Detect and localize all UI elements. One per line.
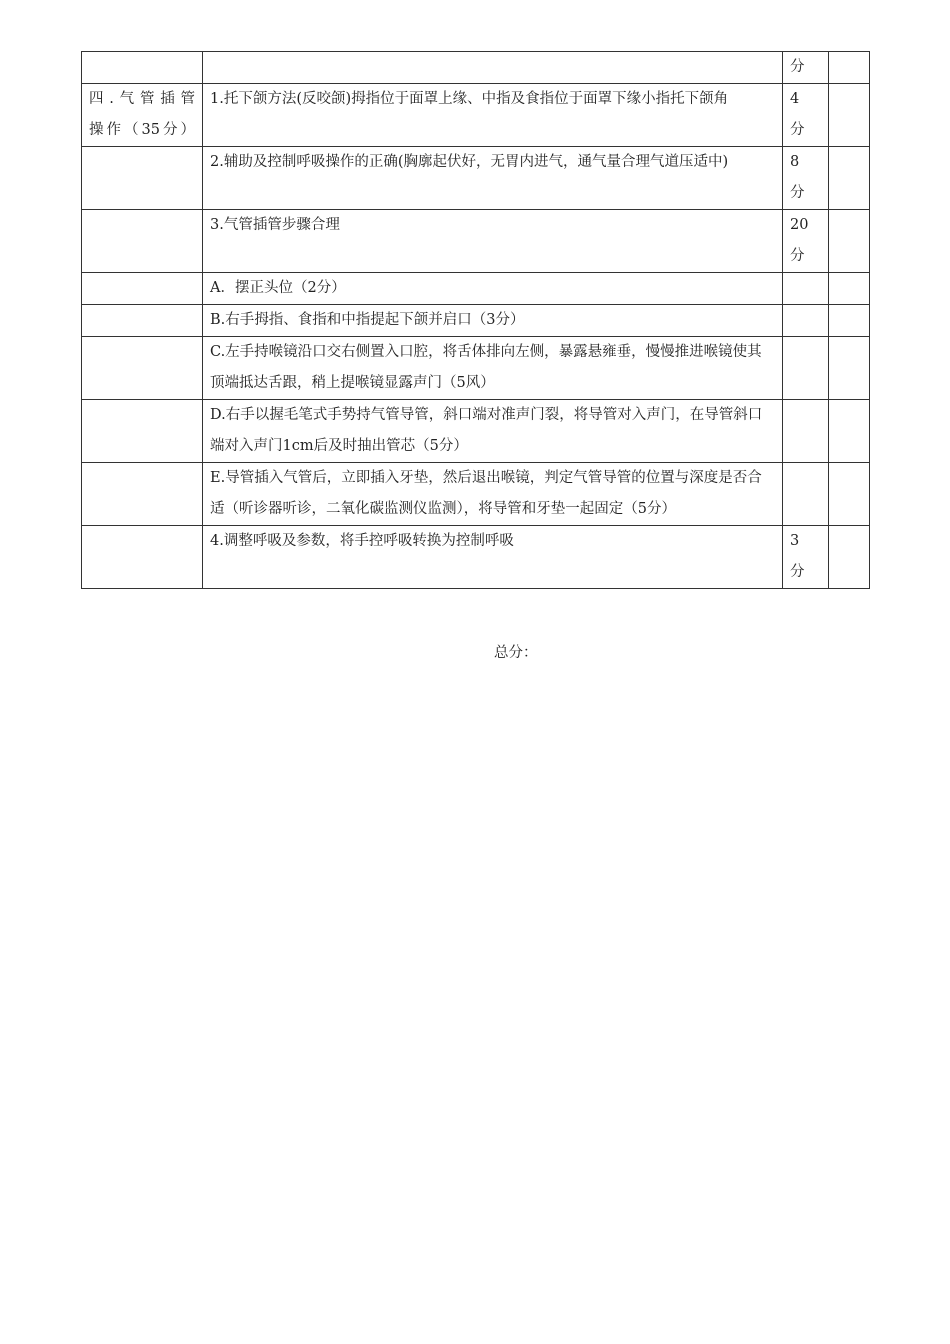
deduction-cell [829,526,870,589]
score-cell [783,526,829,589]
score-unit: 分 [790,59,805,75]
section-cell-empty [82,526,203,589]
table-row [82,305,870,337]
item-text: D.右手以握毛笔式手势持气管导管，斜口端对准声门裂，将导管对入声门，在导管斜口端对入声门1cm后及时抽出管芯（5分） [203,400,783,463]
section-title-line2: 操作（35分） [89,122,195,138]
score-value: 3 [790,533,800,549]
section-title-cell [82,84,203,147]
deduction-cell [829,463,870,526]
score-cell [783,210,829,273]
table-row [82,147,870,210]
deduction-cell [829,84,870,147]
section-cell-empty [82,52,203,84]
table-row [82,52,870,84]
score-value: 8 [790,154,800,170]
score-unit: 分 [790,564,805,580]
section-cell-empty [82,463,203,526]
deduction-cell [829,210,870,273]
item-cell-empty [203,52,783,84]
deduction-cell [829,305,870,337]
item-text: E.导管插入气管后，立即插入牙垫，然后退出喉镜，判定气管导管的位置与深度是否合适（听诊器听诊，二氧化碳监测仪监测），将导管和牙垫一起固定（5分） [203,463,783,526]
section-cell-empty [82,273,203,305]
score-cell [783,305,829,337]
deduction-cell [829,400,870,463]
score-cell [783,147,829,210]
deduction-cell [829,337,870,400]
section-cell-empty [82,210,203,273]
table-row [82,400,870,463]
score-unit: 分 [790,248,805,264]
item-text: 2.辅助及控制呼吸操作的正确(胸廓起伏好，无胃内进气，通气量合理气道压适中) [203,147,783,210]
item-text: B.右手拇指、食指和中指提起下颌并启口（3分） [203,305,783,337]
score-cell [783,84,829,147]
item-text: 1.托下颌方法(反咬颌)拇指位于面罩上缘、中指及食指位于面罩下缘小指托下颌角 [203,84,783,147]
score-cell [783,52,829,84]
section-cell-empty [82,305,203,337]
section-cell-empty [82,337,203,400]
item-text: C.左手持喉镜沿口交右侧置入口腔，将舌体排向左侧，暴露悬雍垂，慢慢推进喉镜使其顶端抵达舌跟，稍上提喉镜显露声门（5风） [203,337,783,400]
score-cell [783,400,829,463]
section-cell-empty [82,147,203,210]
table-row [82,337,870,400]
score-value: 4 [790,91,800,107]
score-cell [783,273,829,305]
score-unit: 分 [790,122,805,138]
scoring-table [81,51,870,589]
deduction-cell [829,147,870,210]
item-text: 3.气管插管步骤合理 [203,210,783,273]
table-row [82,210,870,273]
item-text: 4.调整呼吸及参数，将手控呼吸转换为控制呼吸 [203,526,783,589]
deduction-cell [829,52,870,84]
table-row [82,526,870,589]
section-cell-empty [82,400,203,463]
section-title-line1: 四.气管插管 [89,91,195,107]
item-text: A．摆正头位（2分） [203,273,783,305]
table-row [82,84,870,147]
table-row [82,463,870,526]
score-cell [783,337,829,400]
total-score-label: 总分： [494,645,538,661]
deduction-cell [829,273,870,305]
score-cell [783,463,829,526]
score-value: 20 [790,217,809,233]
table-row [82,273,870,305]
score-unit: 分 [790,185,805,201]
